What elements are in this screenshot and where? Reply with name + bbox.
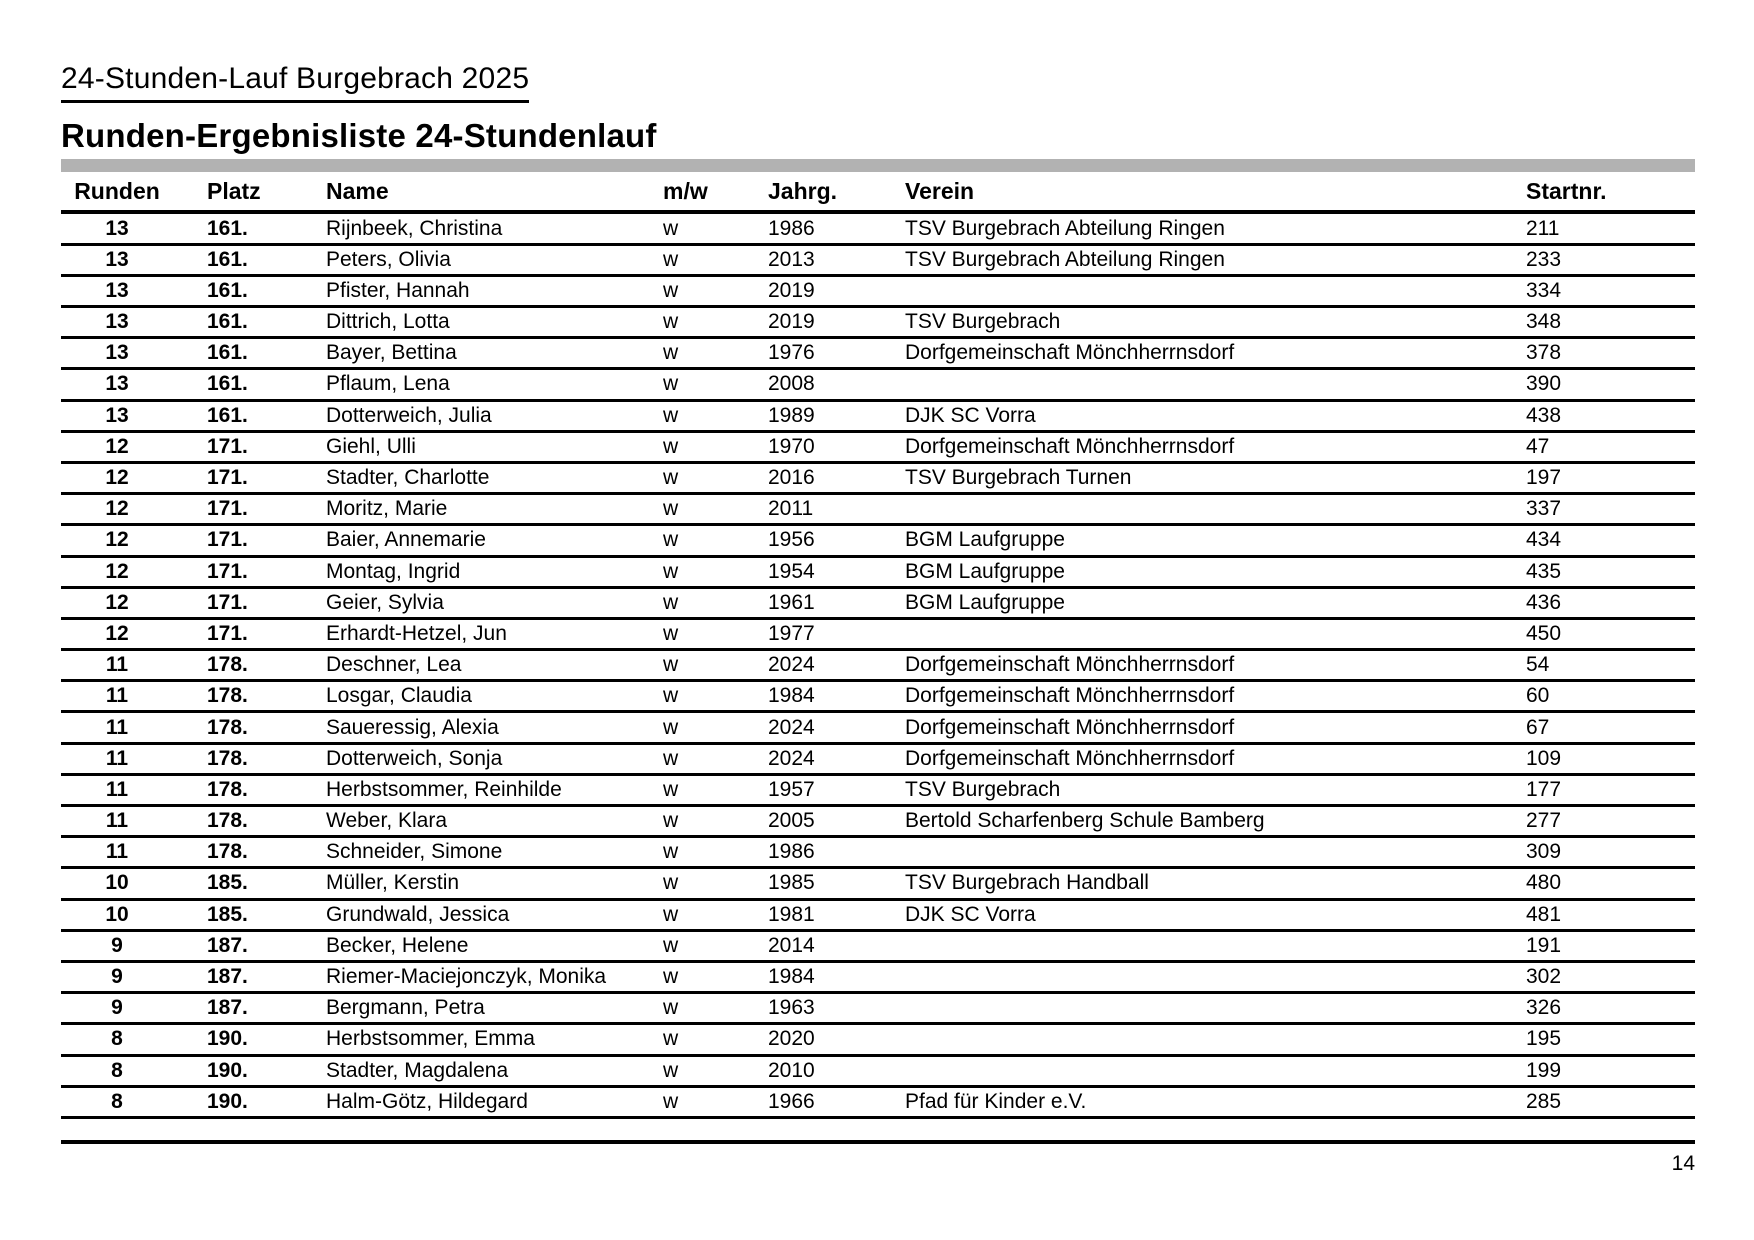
cell-jahrg: 1986: [768, 216, 815, 240]
cell-mw: w: [663, 933, 679, 957]
cell-jahrg: 1970: [768, 434, 815, 458]
cell-startnr: 326: [1526, 996, 1562, 1020]
cell-platz: 171.: [207, 559, 248, 583]
table-row: [61, 277, 1695, 308]
cell-name: Rijnbeek, Christina: [326, 216, 503, 240]
cell-name: Losgar, Claudia: [326, 684, 472, 708]
cell-name: Stadter, Charlotte: [326, 466, 490, 490]
cell-jahrg: 2013: [768, 247, 815, 271]
cell-runden: 11: [105, 777, 129, 801]
cell-startnr: 60: [1526, 684, 1550, 708]
cell-mw: w: [663, 715, 679, 739]
table-row: [61, 745, 1695, 776]
cell-runden: 11: [105, 746, 129, 770]
cell-jahrg: 1977: [768, 621, 815, 645]
cell-startnr: 195: [1526, 1027, 1562, 1051]
cell-mw: w: [663, 528, 679, 552]
cell-mw: w: [663, 247, 679, 271]
cell-platz: 187.: [207, 965, 248, 989]
cell-jahrg: 2010: [768, 1058, 815, 1082]
cell-mw: w: [663, 996, 679, 1020]
cell-platz: 187.: [207, 996, 248, 1020]
cell-jahrg: 2016: [768, 466, 815, 490]
cell-startnr: 309: [1526, 840, 1562, 864]
cell-name: Weber, Klara: [326, 809, 448, 833]
cell-name: Herbstsommer, Emma: [326, 1027, 535, 1051]
cell-startnr: 197: [1526, 466, 1562, 490]
cell-name: Moritz, Marie: [326, 497, 448, 521]
cell-runden: 9: [111, 933, 123, 957]
cell-name: Saueressig, Alexia: [326, 715, 499, 739]
cell-runden: 8: [111, 1027, 123, 1051]
cell-platz: 171.: [207, 528, 248, 552]
cell-name: Schneider, Simone: [326, 840, 503, 864]
table-row: [61, 620, 1695, 651]
cell-runden: 12: [105, 528, 129, 552]
col-header-verein: Verein: [905, 178, 975, 205]
cell-startnr: 334: [1526, 278, 1562, 302]
cell-startnr: 285: [1526, 1089, 1562, 1113]
cell-startnr: 434: [1526, 528, 1562, 552]
cell-mw: w: [663, 965, 679, 989]
cell-name: Pfister, Hannah: [326, 278, 470, 302]
table-row: [61, 869, 1695, 900]
cell-mw: w: [663, 653, 679, 677]
cell-mw: w: [663, 1089, 679, 1113]
cell-runden: 11: [105, 653, 129, 677]
cell-runden: 12: [105, 434, 129, 458]
cell-mw: w: [663, 559, 679, 583]
cell-name: Grundwald, Jessica: [326, 902, 510, 926]
cell-verein: Dorfgemeinschaft Mönchherrnsdorf: [905, 341, 1235, 365]
cell-runden: 13: [105, 278, 129, 302]
cell-platz: 190.: [207, 1027, 248, 1051]
table-row: [61, 963, 1695, 994]
cell-jahrg: 1954: [768, 559, 815, 583]
cell-runden: 8: [111, 1058, 123, 1082]
cell-runden: 13: [105, 247, 129, 271]
table-row: [61, 526, 1695, 557]
cell-startnr: 177: [1526, 777, 1562, 801]
cell-platz: 178.: [207, 715, 248, 739]
cell-runden: 13: [105, 341, 129, 365]
cell-platz: 161.: [207, 341, 248, 365]
cell-runden: 10: [105, 871, 129, 895]
table-row: [61, 932, 1695, 963]
col-header-platz: Platz: [207, 178, 261, 205]
cell-mw: w: [663, 777, 679, 801]
cell-jahrg: 1957: [768, 777, 815, 801]
cell-verein: TSV Burgebrach: [905, 310, 1061, 334]
cell-name: Bergmann, Petra: [326, 996, 485, 1020]
cell-jahrg: 2014: [768, 933, 815, 957]
table-header-row: [61, 172, 1695, 214]
table-row: [61, 807, 1695, 838]
cell-startnr: 481: [1526, 902, 1562, 926]
cell-platz: 187.: [207, 933, 248, 957]
cell-startnr: 54: [1526, 653, 1550, 677]
cell-name: Pflaum, Lena: [326, 372, 450, 396]
cell-startnr: 47: [1526, 434, 1550, 458]
cell-jahrg: 2024: [768, 715, 815, 739]
cell-platz: 161.: [207, 310, 248, 334]
table-row: [61, 433, 1695, 464]
cell-mw: w: [663, 809, 679, 833]
cell-jahrg: 1961: [768, 590, 815, 614]
cell-jahrg: 1956: [768, 528, 815, 552]
cell-startnr: 211: [1526, 216, 1560, 240]
cell-startnr: 390: [1526, 372, 1562, 396]
col-header-startnr: Startnr.: [1526, 178, 1607, 205]
cell-startnr: 438: [1526, 403, 1562, 427]
table-row: [61, 339, 1695, 370]
cell-startnr: 480: [1526, 871, 1562, 895]
cell-platz: 171.: [207, 466, 248, 490]
cell-startnr: 348: [1526, 310, 1562, 334]
cell-jahrg: 2011: [768, 497, 814, 521]
cell-verein: BGM Laufgruppe: [905, 590, 1065, 614]
table-row: [61, 651, 1695, 682]
cell-verein: Dorfgemeinschaft Mönchherrnsdorf: [905, 715, 1235, 739]
cell-mw: w: [663, 434, 679, 458]
cell-name: Geier, Sylvia: [326, 590, 444, 614]
cell-runden: 9: [111, 965, 123, 989]
cell-name: Becker, Helene: [326, 933, 469, 957]
cell-platz: 171.: [207, 434, 248, 458]
cell-mw: w: [663, 466, 679, 490]
cell-name: Dotterweich, Julia: [326, 403, 492, 427]
cell-verein: TSV Burgebrach: [905, 777, 1061, 801]
cell-mw: w: [663, 746, 679, 770]
cell-name: Erhardt-Hetzel, Jun: [326, 621, 507, 645]
table-row: [61, 776, 1695, 807]
cell-runden: 11: [105, 684, 129, 708]
cell-runden: 12: [105, 466, 129, 490]
table-row: [61, 495, 1695, 526]
cell-name: Giehl, Ulli: [326, 434, 416, 458]
cell-jahrg: 1966: [768, 1089, 815, 1113]
table-row: [61, 558, 1695, 589]
table-row: [61, 370, 1695, 401]
cell-verein: TSV Burgebrach Turnen: [905, 466, 1132, 490]
cell-jahrg: 2024: [768, 653, 815, 677]
cell-runden: 11: [105, 715, 129, 739]
table-row: [61, 682, 1695, 713]
col-header-jahrg: Jahrg.: [768, 178, 838, 205]
cell-name: Peters, Olivia: [326, 247, 451, 271]
table-top-bar: [61, 159, 1695, 172]
cell-platz: 161.: [207, 216, 248, 240]
cell-mw: w: [663, 1058, 679, 1082]
cell-name: Halm-Götz, Hildegard: [326, 1089, 528, 1113]
cell-startnr: 436: [1526, 590, 1562, 614]
cell-runden: 12: [105, 497, 129, 521]
cell-verein: Pfad für Kinder e.V.: [905, 1089, 1087, 1113]
cell-mw: w: [663, 372, 679, 396]
cell-platz: 178.: [207, 684, 248, 708]
table-row: [61, 214, 1695, 245]
cell-platz: 178.: [207, 840, 248, 864]
table-row: [61, 402, 1695, 433]
cell-name: Montag, Ingrid: [326, 559, 461, 583]
cell-runden: 13: [105, 216, 129, 240]
cell-mw: w: [663, 341, 679, 365]
cell-mw: w: [663, 310, 679, 334]
table-body: [61, 214, 1695, 1118]
table-row: [61, 901, 1695, 932]
cell-startnr: 109: [1526, 746, 1562, 770]
cell-name: Stadter, Magdalena: [326, 1058, 509, 1082]
cell-name: Baier, Annemarie: [326, 528, 486, 552]
page-title: 24-Stunden-Lauf Burgebrach 2025: [61, 62, 529, 103]
cell-mw: w: [663, 497, 679, 521]
cell-platz: 161.: [207, 247, 248, 271]
cell-verein: TSV Burgebrach Abteilung Ringen: [905, 216, 1225, 240]
cell-platz: 161.: [207, 372, 248, 396]
cell-platz: 178.: [207, 746, 248, 770]
cell-runden: 9: [111, 996, 123, 1020]
cell-name: Herbstsommer, Reinhilde: [326, 777, 562, 801]
cell-startnr: 199: [1526, 1058, 1562, 1082]
table-row: [61, 246, 1695, 277]
cell-verein: Dorfgemeinschaft Mönchherrnsdorf: [905, 653, 1235, 677]
cell-platz: 178.: [207, 653, 248, 677]
col-header-runden: Runden: [74, 178, 160, 205]
col-header-name: Name: [326, 178, 389, 205]
cell-name: Deschner, Lea: [326, 653, 462, 677]
cell-verein: BGM Laufgruppe: [905, 559, 1065, 583]
col-header-mw: m/w: [663, 178, 708, 205]
page-subtitle: Runden-Ergebnisliste 24-Stundenlauf: [61, 116, 657, 154]
table-row: [61, 1025, 1695, 1056]
cell-platz: 178.: [207, 809, 248, 833]
cell-runden: 8: [111, 1089, 123, 1113]
table-row: [61, 1057, 1695, 1088]
cell-jahrg: 1989: [768, 403, 815, 427]
cell-mw: w: [663, 684, 679, 708]
cell-jahrg: 2019: [768, 278, 815, 302]
table-bottom-line: [61, 1140, 1695, 1144]
cell-jahrg: 1985: [768, 871, 815, 895]
cell-mw: w: [663, 1027, 679, 1051]
table-row: [61, 994, 1695, 1025]
cell-verein: Bertold Scharfenberg Schule Bamberg: [905, 809, 1265, 833]
cell-platz: 185.: [207, 902, 248, 926]
cell-platz: 171.: [207, 621, 248, 645]
cell-runden: 13: [105, 403, 129, 427]
cell-name: Müller, Kerstin: [326, 871, 460, 895]
cell-mw: w: [663, 840, 679, 864]
cell-runden: 12: [105, 559, 129, 583]
cell-name: Dittrich, Lotta: [326, 310, 450, 334]
cell-mw: w: [663, 871, 679, 895]
table-row: [61, 713, 1695, 744]
cell-mw: w: [663, 902, 679, 926]
cell-platz: 171.: [207, 497, 248, 521]
cell-runden: 12: [105, 590, 129, 614]
cell-startnr: 378: [1526, 341, 1562, 365]
cell-runden: 10: [105, 902, 129, 926]
cell-startnr: 450: [1526, 621, 1562, 645]
cell-startnr: 435: [1526, 559, 1562, 583]
cell-verein: Dorfgemeinschaft Mönchherrnsdorf: [905, 746, 1235, 770]
cell-jahrg: 1976: [768, 341, 815, 365]
cell-verein: DJK SC Vorra: [905, 902, 1036, 926]
cell-mw: w: [663, 278, 679, 302]
cell-startnr: 302: [1526, 965, 1562, 989]
table-row: [61, 589, 1695, 620]
cell-verein: BGM Laufgruppe: [905, 528, 1065, 552]
cell-verein: Dorfgemeinschaft Mönchherrnsdorf: [905, 434, 1235, 458]
cell-runden: 12: [105, 621, 129, 645]
cell-verein: Dorfgemeinschaft Mönchherrnsdorf: [905, 684, 1235, 708]
cell-runden: 11: [105, 809, 129, 833]
cell-jahrg: 2008: [768, 372, 815, 396]
cell-startnr: 67: [1526, 715, 1550, 739]
cell-platz: 190.: [207, 1058, 248, 1082]
cell-platz: 178.: [207, 777, 248, 801]
cell-mw: w: [663, 216, 679, 240]
cell-startnr: 337: [1526, 497, 1562, 521]
cell-jahrg: 1984: [768, 965, 815, 989]
cell-mw: w: [663, 403, 679, 427]
cell-jahrg: 1963: [768, 996, 815, 1020]
cell-platz: 161.: [207, 403, 248, 427]
cell-startnr: 277: [1526, 809, 1562, 833]
cell-jahrg: 2005: [768, 809, 815, 833]
cell-runden: 13: [105, 372, 129, 396]
cell-jahrg: 2020: [768, 1027, 815, 1051]
cell-startnr: 233: [1526, 247, 1562, 271]
cell-runden: 13: [105, 310, 129, 334]
cell-jahrg: 1986: [768, 840, 815, 864]
cell-platz: 185.: [207, 871, 248, 895]
table-row: [61, 308, 1695, 339]
cell-verein: DJK SC Vorra: [905, 403, 1036, 427]
cell-platz: 190.: [207, 1089, 248, 1113]
cell-jahrg: 1981: [768, 902, 815, 926]
cell-startnr: 191: [1526, 933, 1562, 957]
cell-mw: w: [663, 590, 679, 614]
cell-name: Riemer-Maciejonczyk, Monika: [326, 965, 607, 989]
cell-verein: TSV Burgebrach Handball: [905, 871, 1149, 895]
cell-platz: 161.: [207, 278, 248, 302]
cell-jahrg: 2019: [768, 310, 815, 334]
cell-jahrg: 2024: [768, 746, 815, 770]
cell-mw: w: [663, 621, 679, 645]
cell-jahrg: 1984: [768, 684, 815, 708]
table-row: [61, 1088, 1695, 1119]
cell-verein: TSV Burgebrach Abteilung Ringen: [905, 247, 1225, 271]
table-row: [61, 464, 1695, 495]
cell-name: Dotterweich, Sonja: [326, 746, 503, 770]
table-row: [61, 838, 1695, 869]
cell-platz: 171.: [207, 590, 248, 614]
cell-runden: 11: [105, 840, 129, 864]
cell-name: Bayer, Bettina: [326, 341, 457, 365]
page-number: 14: [1671, 1151, 1695, 1175]
